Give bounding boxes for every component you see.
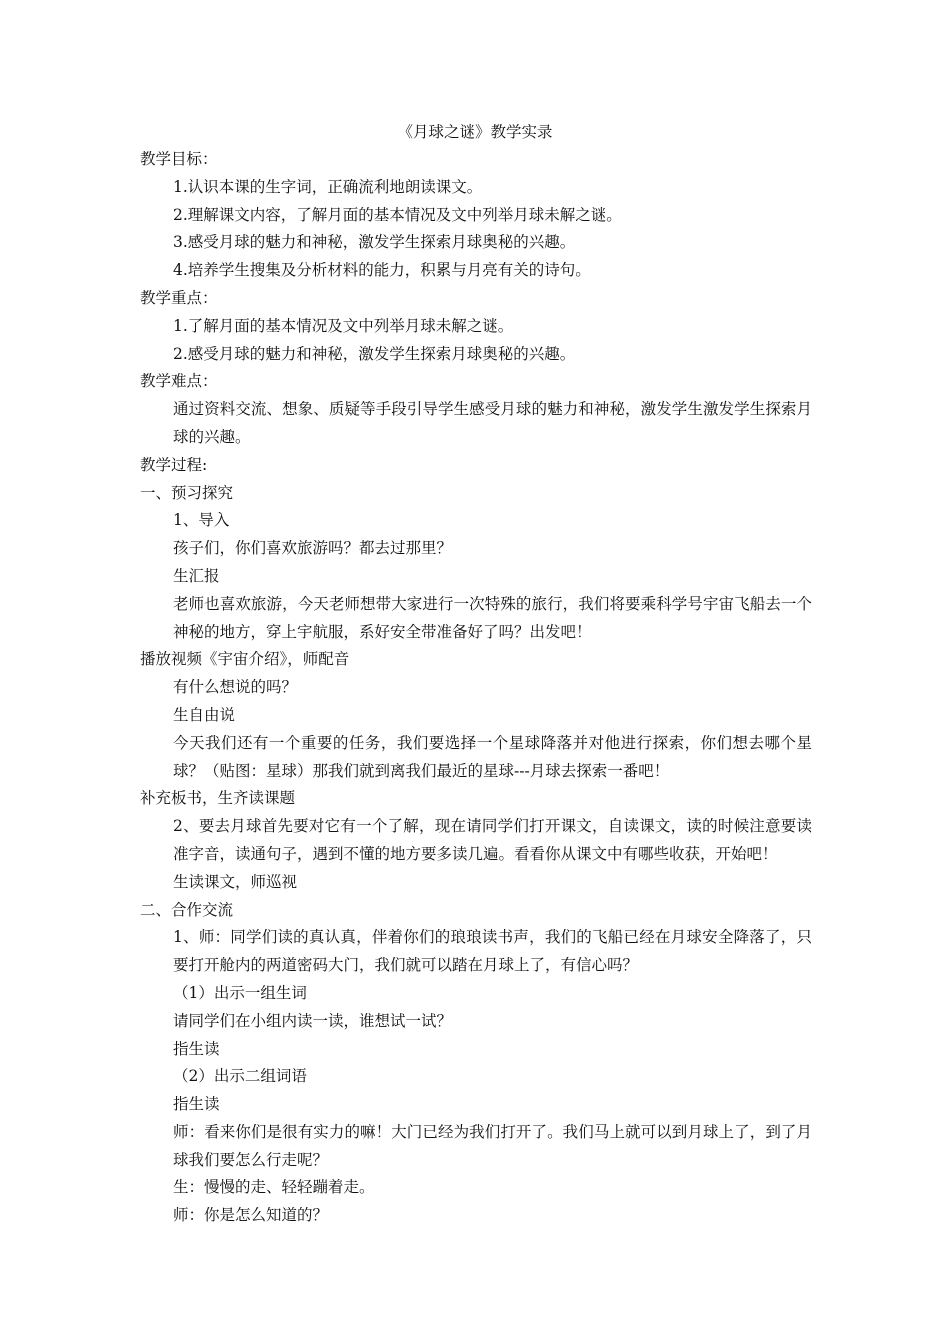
document-paragraph: 指生读 — [173, 1039, 220, 1058]
document-paragraph: 教学目标： — [140, 150, 218, 168]
document-paragraph: 4.培养学生搜集及分析材料的能力，积累与月亮有关的诗句。 — [173, 261, 591, 280]
document-paragraph: 2.理解课文内容，了解月面的基本情况及文中列举月球未解之谜。 — [173, 205, 622, 224]
document-paragraph: 生汇报 — [173, 566, 220, 585]
document-paragraph: 教学难点： — [140, 372, 218, 391]
document-paragraph: 有什么想说的吗？ — [173, 678, 298, 697]
document-paragraph: 生读课文，师巡视 — [173, 872, 298, 891]
document-paragraph: 1、导入 — [173, 511, 230, 530]
document-paragraph: 教学重点： — [140, 288, 218, 307]
document-paragraph: 播放视频《宇宙介绍》，师配音 — [140, 650, 350, 669]
document-paragraph: 二、合作交流 — [140, 900, 234, 919]
document-body — [140, 146, 812, 1230]
document-paragraph: 1、师：同学们读的真认真，伴着你们的琅琅读书声，我们的飞船已经在月球安全降落了，只要打开舱内的两道密码大门，我们就可以踏在月球上了，有信心吗？ — [173, 928, 812, 975]
document-paragraph: 教学过程: — [140, 455, 208, 474]
document-paragraph: 补充板书，生齐读课题 — [140, 789, 296, 808]
document-paragraph: 通过资料交流、想象、质疑等手段引导学生感受月球的魅力和神秘，激发学生激发学生探索月球的兴趣。 — [173, 400, 812, 446]
document-paragraph: 生自由说 — [173, 705, 236, 724]
document-paragraph: 孩子们，你们喜欢旅游吗？都去过那里？ — [173, 539, 453, 558]
document-paragraph: 请同学们在小组内读一读，谁想试一试？ — [173, 1011, 453, 1030]
document-paragraph: 指生读 — [173, 1095, 220, 1114]
document-paragraph: 3.感受月球的魅力和神秘，激发学生探索月球奥秘的兴趣。 — [173, 233, 576, 252]
document-paragraph: 师：看来你们是很有实力的嘛！大门已经为我们打开了。我们马上就可以到月球上了，到了月球我们要怎么行走呢？ — [173, 1122, 812, 1169]
document-paragraph: 生：慢慢的走、轻轻蹦着走。 — [173, 1178, 375, 1197]
document-paragraph: 师：你是怎么知道的？ — [173, 1206, 329, 1225]
document-paragraph: （1）出示一组生词 — [173, 983, 307, 1002]
document-paragraph: 1.认识本课的生字词，正确流利地朗读课文。 — [173, 177, 483, 196]
document-paragraph: 一、预习探究 — [140, 483, 234, 502]
document-paragraph: （2）出示二组词语 — [173, 1067, 307, 1086]
document-paragraph: 2、要去月球首先要对它有一个了解，现在请同学们打开课文，自读课文，读的时候注意要读准字音，读通句子，遇到不懂的地方要多读几遍。看看你从课文中有哪些收获，开始吧！ — [173, 817, 812, 863]
document-paragraph: 今天我们还有一个重要的任务，我们要选择一个星球降落并对他进行探索，你们想去哪个星球？（贴图：星球）那我们就到离我们最近的星球---月球去探索一番吧！ — [173, 733, 812, 780]
document-paragraph: 老师也喜欢旅游，今天老师想带大家进行一次特殊的旅行，我们将要乘科学号宇宙飞船去一个神秘的地方，穿上宇航服，系好安全带准备好了吗？出发吧！ — [173, 594, 812, 641]
document-paragraph: 2.感受月球的魅力和神秘，激发学生探索月球奥秘的兴趣。 — [173, 344, 576, 363]
document-title: 《月球之谜》教学实录 — [397, 123, 553, 141]
document-paragraph: 1.了解月面的基本情况及文中列举月球未解之谜。 — [173, 316, 514, 335]
